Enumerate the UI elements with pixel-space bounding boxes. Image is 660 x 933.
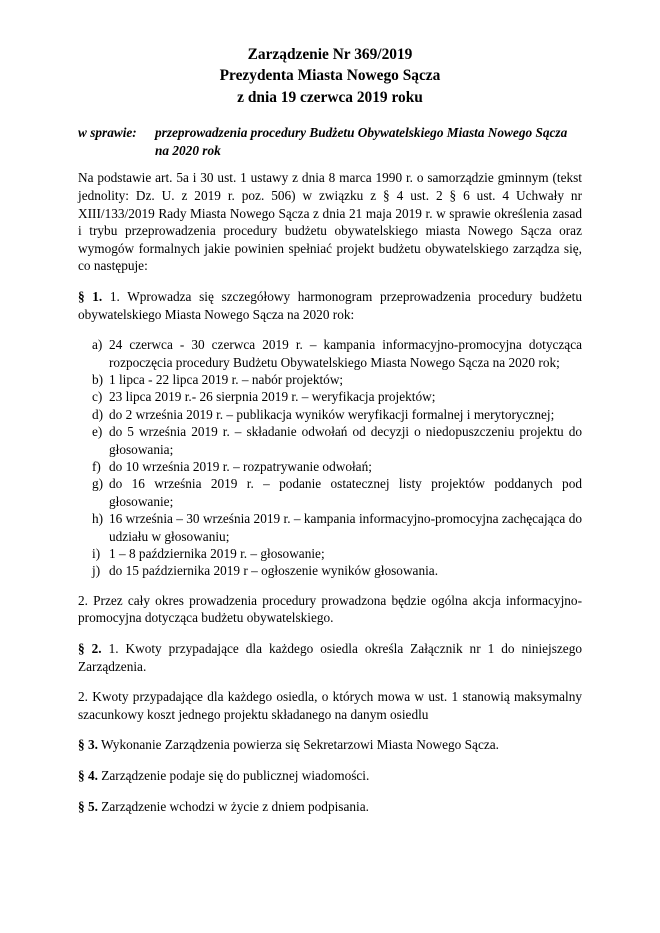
list-item-e-text: do 5 września 2019 r. – składanie odwołań od decyzji o niedopuszczeniu projektu do głosowania; [109, 424, 582, 457]
title-line-2: Prezydenta Miasta Nowego Sącza [219, 67, 441, 85]
section-4-marker: § 4. [78, 768, 98, 783]
subject-block [78, 124, 582, 159]
list-item-i [78, 545, 582, 562]
paragraph-5 [78, 798, 582, 816]
list-item-j-text: do 15 października 2019 r – ogłoszenie wyników głosowania. [109, 563, 439, 579]
legal-basis-paragraph: Na podstawie art. 5a i 30 ust. 1 ustawy z dnia 8 marca 1990 r. o samorządzie gminnym (tekst jednolity: Dz. U. z 2019 r. poz. 506) w związku z § 4 ust. 2 § 6 ust. 4 Uchwały nr XIII/133/2019 Rady Miasta Nowego Sącza z dnia 21 maja 2019 r. w sprawie określenia zasad i trybu przeprowadzenia procedury budżetu obywatelskiego miasta Nowego Sącza oraz wymogów formalnych jakie powinien spełniać projekt budżetu obywatelskiego zarządza się, co następuje: [78, 170, 582, 274]
list-item-c-text: 23 lipca 2019 r.- 26 sierpnia 2019 r. – weryfikacja projektów; [109, 389, 436, 405]
title-line-1: Zarządzenie Nr 369/2019 [247, 46, 413, 63]
paragraph-3-text: Wykonanie Zarządzenia powierza się Sekretarzowi Miasta Nowego Sącza. [101, 737, 499, 753]
list-item-j-marker: j) [92, 563, 101, 579]
document-title [78, 44, 582, 108]
list-item-g-marker: g) [92, 476, 104, 492]
paragraph-4 [78, 767, 582, 785]
subject-text: przeprowadzenia procedury Budżetu Obywatelskiego Miasta Nowego Sącza na 2020 rok [155, 125, 568, 158]
list-item-d-marker: d) [92, 406, 104, 422]
paragraph-4-text: Zarządzenie podaje się do publicznej wiadomości. [101, 768, 370, 783]
list-item-f-marker: f) [92, 459, 101, 474]
list-item-d-text: do 2 września 2019 r. – publikacja wyników weryfikacji formalnej i merytorycznej; [109, 406, 555, 422]
paragraph-2-text: 1. Kwoty przypadające dla każdego osiedla określa Załącznik nr 1 do niniejszego Zarządzenia. [78, 641, 583, 674]
list-item-i-text: 1 – 8 października 2019 r. – głosowanie; [109, 546, 325, 562]
list-item-a-text: 24 czerwca - 30 czerwca 2019 r. – kampania informacyjno-promocyjna dotycząca rozpoczęcia procedury Budżetu Obywatelskiego Miasta Nowego Sącza na 2020 rok; [109, 337, 582, 370]
list-item-a [78, 336, 582, 371]
list-item-g-text: do 16 września 2019 r. – podanie ostatecznej listy projektów poddanych pod głosowanie; [109, 476, 582, 509]
section-2-marker: § 2. [78, 641, 102, 657]
list-item-h [78, 510, 582, 545]
list-item-f [78, 458, 582, 475]
paragraph-1-sub-2: 2. Przez cały okres prowadzenia procedury prowadzona będzie ogólna akcja informacyjno-promocyjna dotycząca budżetu obywatelskiego. [78, 592, 582, 626]
section-5-marker: § 5. [78, 798, 98, 814]
title-line-3: z dnia 19 czerwca 2019 roku [237, 88, 423, 106]
list-item-g [78, 475, 582, 510]
paragraph-5-text: Zarządzenie wchodzi w życie z dniem podpisania. [101, 798, 369, 814]
list-item-h-text: 16 września – 30 września 2019 r. – kampania informacyjno-promocyjna zachęcająca do udziału w głosowaniu; [109, 511, 582, 544]
section-3-marker: § 3. [78, 737, 98, 753]
paragraph-3 [78, 736, 582, 754]
list-item-d [78, 406, 582, 423]
schedule-list [78, 336, 582, 580]
paragraph-1-text: 1. Wprowadza się szczegółowy harmonogram przeprowadzenia procedury budżetu obywatelskiego Miasta Nowego Sącza na 2020 rok: [78, 288, 582, 322]
paragraph-2 [78, 640, 582, 675]
list-item-c-marker: c) [92, 389, 103, 405]
section-1-marker: § 1. [78, 288, 103, 304]
list-item-e-marker: e) [92, 424, 103, 440]
list-item-f-text: do 10 września 2019 r. – rozpatrywanie odwołań; [109, 459, 372, 474]
list-item-b-text: 1 lipca - 22 lipca 2019 r. – nabór projektów; [109, 371, 344, 387]
subject-label: w sprawie: [78, 125, 137, 141]
list-item-b [78, 371, 582, 388]
paragraph-1 [78, 288, 582, 323]
list-item-a-marker: a) [92, 337, 103, 353]
list-item-b-marker: b) [92, 371, 104, 387]
list-item-e [78, 423, 582, 458]
list-item-j [78, 562, 582, 579]
list-item-i-marker: i) [92, 546, 101, 562]
list-item-h-marker: h) [92, 511, 104, 527]
list-item-c [78, 388, 582, 405]
paragraph-2-sub-2: 2. Kwoty przypadające dla każdego osiedla, o których mowa w ust. 1 stanowią maksymalny szacunkowy koszt jednego projektu składanego na danym osiedlu [78, 689, 582, 722]
